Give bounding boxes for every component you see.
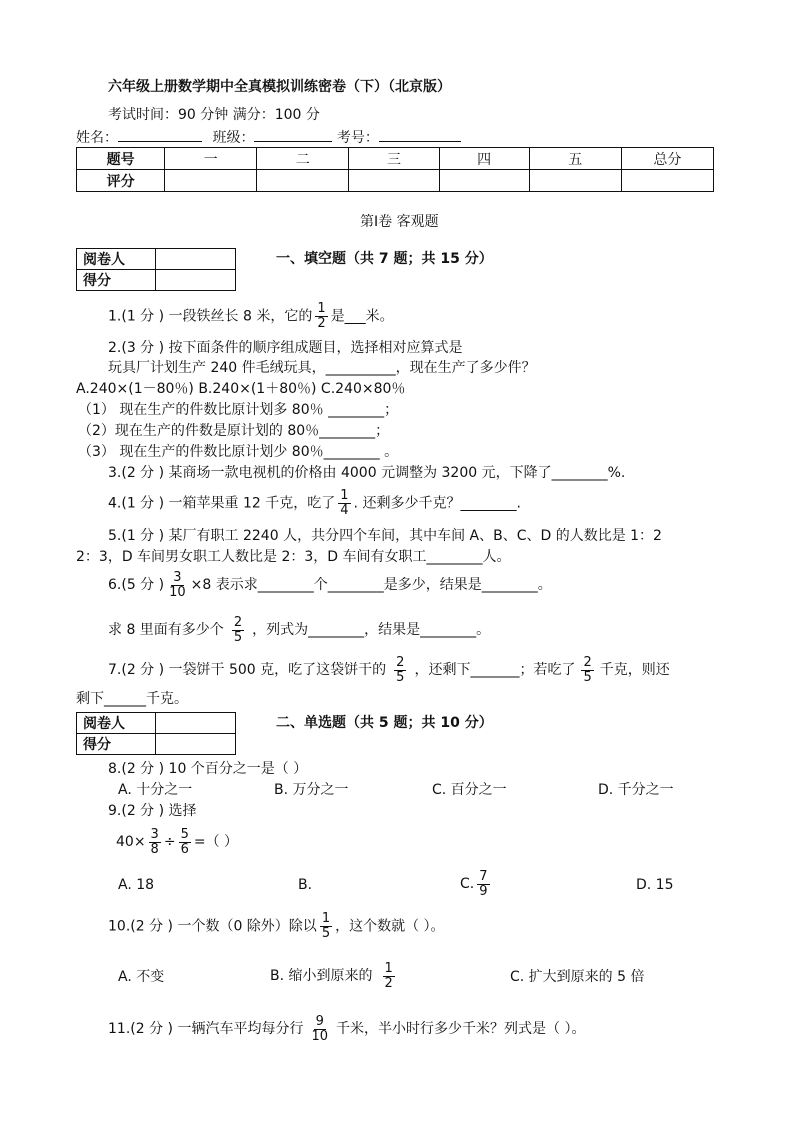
question-2-options: A.240×(1－80％) B.240×(1＋80％) C.240×80％ <box>76 381 406 397</box>
question-5-line1: 5.(1 分 ) 某厂有职工 2240 人，共分四个车间，其中车间 A、B、C、D 的人数比是 1：2 <box>108 528 662 544</box>
q9-expr-prefix: 40× <box>116 834 146 850</box>
question-7-line1 <box>108 655 670 685</box>
q8-option-b[interactable]: B. 万分之一 <box>274 782 349 798</box>
q9-expression <box>116 826 238 858</box>
score-label: 得分 <box>77 734 156 755</box>
q6-line2-prefix: 求 8 里面有多少个 <box>108 622 224 638</box>
table-cell: 总分 <box>621 148 713 170</box>
q9-expr-suffix: =（ ） <box>193 834 239 850</box>
name-field[interactable] <box>118 127 202 142</box>
score-input[interactable] <box>156 734 236 755</box>
grader-label: 阅卷人 <box>77 249 156 270</box>
student-info-line <box>76 127 461 147</box>
question-11 <box>108 1014 585 1044</box>
table-cell: 二 <box>257 148 349 170</box>
q8-option-d[interactable]: D. 千分之一 <box>598 782 674 798</box>
q4-suffix: . 还剩多少千克？________. <box>353 495 521 512</box>
question-6-line1 <box>108 570 552 600</box>
class-field[interactable] <box>254 127 332 142</box>
fraction: $\frac{2}{5}$ <box>396 654 405 685</box>
section2-title: 二、单选题（共 5 题；共 10 分） <box>276 715 493 731</box>
q10-prefix: 10.(2 分 ) 一个数（0 除外）除以 <box>108 918 317 935</box>
question-2-sub2: （2）现在生产的件数是原计划的 80％________； <box>78 423 390 439</box>
question-2-sub3: （3） 现在生产的件数比原计划少 80％________ 。 <box>78 444 399 460</box>
q9-option-b[interactable]: B. <box>298 877 313 893</box>
score-table-score-row <box>77 170 714 192</box>
class-label: 班级： <box>212 130 255 146</box>
number-label: 考号： <box>336 130 379 146</box>
q11-prefix: 11.(2 分 ) 一辆汽车平均每分行 <box>108 1021 304 1037</box>
question-4 <box>108 489 521 518</box>
volume-title: 第Ⅰ卷 客观题 <box>360 214 439 230</box>
fraction: $\frac{3}{10}$ <box>169 569 186 600</box>
table-cell: 评分 <box>77 170 165 192</box>
q9-option-a[interactable]: A. 18 <box>118 877 155 893</box>
question-1 <box>108 302 394 331</box>
question-7-line2: 剩下______千克。 <box>76 691 188 707</box>
grader-label: 阅卷人 <box>77 713 156 734</box>
score-table <box>76 147 714 192</box>
q10-suffix: ，这个数就（ ）。 <box>335 918 445 935</box>
fraction: $\frac{2}{5}$ <box>233 614 243 645</box>
q1-suffix: 是___米。 <box>330 308 394 325</box>
q4-prefix: 4.(1 分 ) 一箱苹果重 12 千克，吃了 <box>108 495 336 512</box>
fraction: $\frac{5}{6}$ <box>180 826 189 857</box>
score-input-cell[interactable] <box>165 170 257 192</box>
fraction: $\frac{7}{9}$ <box>479 868 488 899</box>
score-input-cell[interactable] <box>257 170 349 192</box>
exam-info: 考试时间：90 分钟 满分：100 分 <box>108 107 320 123</box>
score-table-header-row <box>77 148 714 170</box>
table-cell: 一 <box>165 148 257 170</box>
q9-option-c-label: C. <box>460 876 475 892</box>
q1-prefix: 1.(1 分 ) 一段铁丝长 8 米，它的 <box>108 308 313 325</box>
question-2-line2: 玩具厂计划生产 240 件毛绒玩具，__________，现在生产了多少件？ <box>108 360 536 376</box>
question-10 <box>108 912 445 941</box>
q9-option-d[interactable]: D. 15 <box>636 877 674 893</box>
q7-prefix: 7.(2 分 ) 一袋饼干 500 克，吃了这袋饼干的 <box>108 662 387 678</box>
score-input-cell[interactable] <box>529 170 621 192</box>
q6-line2-suffix: ，列式为________，结果是________。 <box>252 622 491 638</box>
q7-suffix: 千克，则还 <box>599 662 670 678</box>
score-input[interactable] <box>156 270 236 291</box>
q7-middle: ，还剩下_______；若吃了 <box>414 662 576 678</box>
q6-prefix: 6.(5 分 ) <box>108 577 165 593</box>
fraction: $\frac{9}{10}$ <box>311 1013 328 1044</box>
grader-input[interactable] <box>156 249 236 270</box>
q8-option-c[interactable]: C. 百分之一 <box>432 782 507 798</box>
table-cell: 五 <box>529 148 621 170</box>
fraction: $\frac{1}{2}$ <box>317 301 326 331</box>
question-8: 8.(2 分 ) 10 个百分之一是（ ） <box>108 761 308 777</box>
q6-suffix: ×8 表示求________个________是多少，结果是________。 <box>190 577 552 593</box>
score-input-cell[interactable] <box>621 170 713 192</box>
fraction: $\frac{3}{8}$ <box>150 826 159 857</box>
question-2-sub1: （1） 现在生产的件数比原计划多 80％ ________； <box>78 402 399 418</box>
table-cell: 题号 <box>77 148 165 170</box>
q10-option-a[interactable]: A. 不变 <box>118 969 165 985</box>
q9-option-c[interactable] <box>460 868 493 900</box>
fraction: $\frac{1}{2}$ <box>384 960 393 991</box>
grader-box-1 <box>76 248 236 291</box>
fraction: $\frac{1}{4}$ <box>340 488 349 518</box>
score-input-cell[interactable] <box>439 170 529 192</box>
question-6-line2 <box>108 615 490 645</box>
question-2-line1: 2.(3 分 ) 按下面条件的顺序组成题目，选择相对应算式是 <box>108 340 463 356</box>
q8-option-a[interactable]: A. 十分之一 <box>118 782 193 798</box>
exam-title: 六年级上册数学期中全真模拟训练密卷（下）（北京版） <box>108 79 451 95</box>
number-field[interactable] <box>379 127 461 142</box>
score-input-cell[interactable] <box>349 170 439 192</box>
q10-option-b-label: B. 缩小到原来的 <box>270 968 373 984</box>
q9-operator: ÷ <box>163 834 176 850</box>
grader-box-2 <box>76 712 236 755</box>
table-cell: 四 <box>439 148 529 170</box>
grader-input[interactable] <box>156 713 236 734</box>
q10-option-b[interactable] <box>270 960 398 992</box>
section1-title: 一、填空题（共 7 题；共 15 分） <box>276 251 493 267</box>
q10-option-c[interactable]: C. 扩大到原来的 5 倍 <box>510 969 645 985</box>
q11-suffix: 千米，半小时行多少千米？列式是（ ）。 <box>336 1021 586 1037</box>
question-9: 9.(2 分 ) 选择 <box>108 803 197 819</box>
fraction: $\frac{1}{5}$ <box>321 911 331 941</box>
fraction: $\frac{2}{5}$ <box>583 654 592 685</box>
name-label: 姓名： <box>76 130 118 146</box>
question-3: 3.(2 分 ) 某商场一款电视机的价格由 4000 元调整为 3200 元，下降了________%. <box>108 465 626 481</box>
question-5-line2: 2：3，D 车间男女职工人数比是 2：3，D 车间有女职工________人。 <box>76 549 511 565</box>
score-label: 得分 <box>77 270 156 291</box>
table-cell: 三 <box>349 148 439 170</box>
